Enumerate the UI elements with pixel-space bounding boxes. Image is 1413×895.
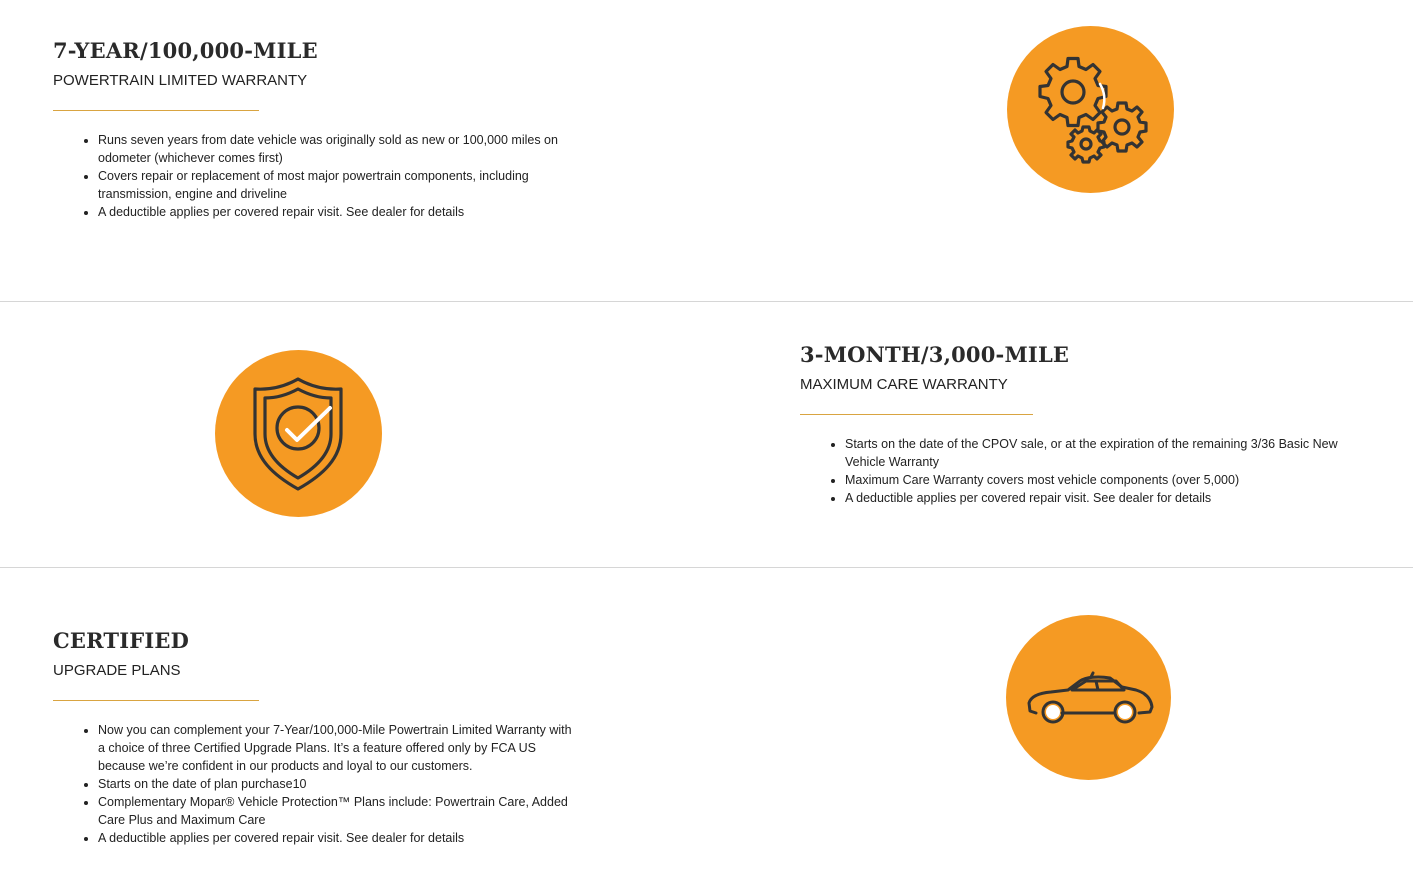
- shield-icon-badge: [215, 350, 382, 517]
- list-item: • Maximum Care Warranty covers most vehicle components (over 5,000): [845, 471, 1365, 489]
- maximum-care-warranty-section: [0, 302, 1413, 567]
- bullet-list: [53, 721, 578, 847]
- list-item: • Starts on the date of plan purchase10: [98, 775, 578, 793]
- certified-upgrade-plans-section: [0, 568, 1413, 895]
- section-subheading: MAXIMUM CARE WARRANTY: [800, 376, 1008, 393]
- shield-check-icon: [215, 350, 382, 517]
- list-item: • A deductible applies per covered repair visit. See dealer for details: [845, 489, 1365, 507]
- powertrain-warranty-section: [0, 0, 1413, 301]
- gears-icon-badge: [1007, 26, 1174, 193]
- powertrain-warranty-text: [53, 38, 573, 221]
- list-item: • Complementary Mopar® Vehicle Protection™ Plans include: Powertrain Care, Added Care Plus and Maximum Care: [98, 793, 578, 829]
- section-heading: CERTIFIED: [53, 628, 190, 653]
- section-subheading: UPGRADE PLANS: [53, 662, 181, 679]
- section-subheading: POWERTRAIN LIMITED WARRANTY: [53, 72, 308, 89]
- accent-divider: [53, 700, 259, 701]
- list-item: • Covers repair or replacement of most major powertrain components, including transmission, engine and driveline: [98, 167, 573, 203]
- section-heading: 3-MONTH/3,000-MILE: [800, 342, 1070, 367]
- accent-divider: [53, 110, 259, 111]
- certified-upgrade-plans-text: [53, 628, 578, 847]
- gears-icon: [1007, 26, 1174, 193]
- maximum-care-warranty-text: [800, 342, 1375, 507]
- list-item: • A deductible applies per covered repair visit. See dealer for details: [98, 203, 573, 221]
- car-icon-badge: [1006, 615, 1171, 780]
- bullet-list: [800, 435, 1375, 507]
- car-icon: [1006, 615, 1171, 780]
- section-heading: 7-YEAR/100,000-MILE: [53, 38, 318, 63]
- list-item: • Now you can complement your 7-Year/100,000-Mile Powertrain Limited Warranty with a choice of three Certified Upgrade Plans. It’s a feature offered only by FCA US because we’re confident in our products and loyal to our customers.: [98, 721, 578, 775]
- list-item: • Runs seven years from date vehicle was originally sold as new or 100,000 miles on odometer (whichever comes first): [98, 131, 573, 167]
- list-item: • Starts on the date of the CPOV sale, or at the expiration of the remaining 3/36 Basic New Vehicle Warranty: [845, 435, 1365, 471]
- bullet-list: [53, 131, 573, 221]
- accent-divider: [800, 414, 1033, 415]
- list-item: • A deductible applies per covered repair visit. See dealer for details: [98, 829, 578, 847]
